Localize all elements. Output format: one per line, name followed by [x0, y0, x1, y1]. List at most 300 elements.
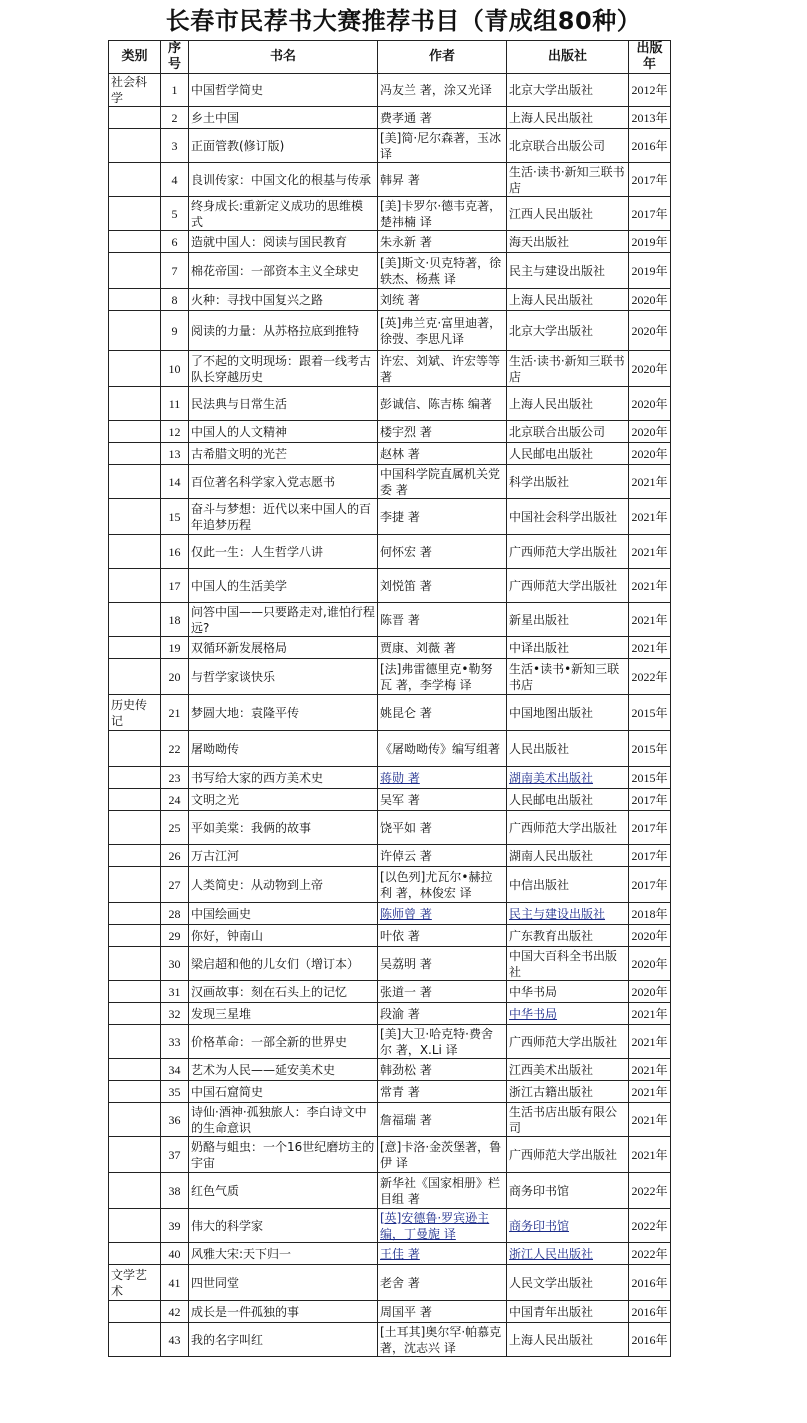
- author-cell: [法]弗雷德里克•勒努瓦 著，李学梅 译: [378, 659, 507, 695]
- title-cell: 中国哲学简史: [189, 74, 378, 107]
- author-cell: 中国科学院直属机关党委 著: [378, 465, 507, 499]
- category-cell: [109, 443, 161, 465]
- author-cell: 朱永新 著: [378, 231, 507, 253]
- title-cell: 仅此一生：人生哲学八讲: [189, 535, 378, 569]
- title-cell: 乡土中国: [189, 107, 378, 129]
- number-cell: 20: [161, 659, 189, 695]
- year-cell: 2015年: [629, 767, 671, 789]
- publisher-cell: 广东教育出版社: [507, 925, 629, 947]
- table-row: [109, 1025, 671, 1059]
- title-cell: 文明之光: [189, 789, 378, 811]
- title-cell: 问答中国——只要路走对,谁怕行程远?: [189, 603, 378, 637]
- table-row: [109, 1265, 671, 1301]
- publisher-cell: 民主与建设出版社: [507, 903, 629, 925]
- publisher-cell: 上海人民出版社: [507, 387, 629, 421]
- number-cell: 36: [161, 1103, 189, 1137]
- author-cell: 饶平如 著: [378, 811, 507, 845]
- author-cell: 陈师曾 著: [378, 903, 507, 925]
- author-cell: 蒋勋 著: [378, 767, 507, 789]
- title-cell: 百位著名科学家入党志愿书: [189, 465, 378, 499]
- number-cell: 5: [161, 197, 189, 231]
- publisher-cell: 中国大百科全书出版社: [507, 947, 629, 981]
- category-cell: [109, 387, 161, 421]
- publisher-cell: 广西师范大学出版社: [507, 811, 629, 845]
- year-cell: 2013年: [629, 107, 671, 129]
- year-cell: 2021年: [629, 1137, 671, 1173]
- publisher-cell: 江西美术出版社: [507, 1059, 629, 1081]
- header-number: 序号: [161, 41, 189, 74]
- page-title: 长春市民荐书大赛推荐书目（青成组80种）: [165, 7, 642, 35]
- year-cell: 2019年: [629, 253, 671, 289]
- category-cell: [109, 535, 161, 569]
- number-cell: 16: [161, 535, 189, 569]
- table-row: [109, 637, 671, 659]
- table-row: [109, 499, 671, 535]
- publisher-cell: 人民邮电出版社: [507, 789, 629, 811]
- category-cell: [109, 947, 161, 981]
- publisher-cell: 生活·读书·新知三联书店: [507, 163, 629, 197]
- category-cell: [109, 1081, 161, 1103]
- publisher-cell: 广西师范大学出版社: [507, 535, 629, 569]
- table-row: [109, 695, 671, 731]
- title-cell: 我的名字叫红: [189, 1323, 378, 1357]
- table-row: [109, 289, 671, 311]
- table-row: [109, 569, 671, 603]
- category-cell: [109, 867, 161, 903]
- publisher-cell: 中国社会科学出版社: [507, 499, 629, 535]
- year-cell: 2019年: [629, 231, 671, 253]
- year-cell: 2021年: [629, 465, 671, 499]
- publisher-cell: 海天出版社: [507, 231, 629, 253]
- table-row: [109, 107, 671, 129]
- year-cell: 2016年: [629, 1323, 671, 1357]
- author-cell: 张道一 著: [378, 981, 507, 1003]
- year-cell: 2022年: [629, 1173, 671, 1209]
- number-cell: 33: [161, 1025, 189, 1059]
- number-cell: 10: [161, 351, 189, 387]
- title-cell: 风雅大宋:天下归一: [189, 1243, 378, 1265]
- year-cell: 2017年: [629, 867, 671, 903]
- author-cell: 费孝通 著: [378, 107, 507, 129]
- author-cell: 《屠呦呦传》编写组著: [378, 731, 507, 767]
- author-cell: 吴军 著: [378, 789, 507, 811]
- number-cell: 14: [161, 465, 189, 499]
- category-cell: 社会科学: [109, 74, 161, 107]
- author-cell: [土耳其]奥尔罕·帕慕克 著，沈志兴 译: [378, 1323, 507, 1357]
- publisher-cell: 民主与建设出版社: [507, 253, 629, 289]
- table-row: [109, 789, 671, 811]
- author-cell: [美]卡罗尔·德韦克著，楚祎楠 译: [378, 197, 507, 231]
- table-row: [109, 129, 671, 163]
- year-cell: 2020年: [629, 289, 671, 311]
- table-row: [109, 903, 671, 925]
- category-cell: [109, 925, 161, 947]
- publisher-cell: 广西师范大学出版社: [507, 569, 629, 603]
- table-row: [109, 1209, 671, 1243]
- author-cell: 何怀宏 著: [378, 535, 507, 569]
- number-cell: 40: [161, 1243, 189, 1265]
- author-cell: [以色列]尤瓦尔•赫拉利 著，林俊宏 译: [378, 867, 507, 903]
- publisher-cell: 新星出版社: [507, 603, 629, 637]
- table-row: [109, 811, 671, 845]
- table-row: [109, 947, 671, 981]
- author-cell: 新华社《国家相册》栏目组 著: [378, 1173, 507, 1209]
- author-cell: 老舍 著: [378, 1265, 507, 1301]
- category-cell: [109, 1243, 161, 1265]
- author-cell: 许倬云 著: [378, 845, 507, 867]
- title-cell: 双循环新发展格局: [189, 637, 378, 659]
- publisher-cell: 浙江古籍出版社: [507, 1081, 629, 1103]
- publisher-cell: 人民邮电出版社: [507, 443, 629, 465]
- number-cell: 28: [161, 903, 189, 925]
- author-cell: 韩昇 著: [378, 163, 507, 197]
- category-cell: [109, 811, 161, 845]
- title-cell: 终身成长:重新定义成功的思维模式: [189, 197, 378, 231]
- author-cell: 李捷 著: [378, 499, 507, 535]
- publisher-cell: 广西师范大学出版社: [507, 1025, 629, 1059]
- title-cell: 书写给大家的西方美术史: [189, 767, 378, 789]
- category-cell: [109, 107, 161, 129]
- category-cell: [109, 637, 161, 659]
- category-cell: 历史传记: [109, 695, 161, 731]
- year-cell: 2017年: [629, 789, 671, 811]
- category-cell: [109, 845, 161, 867]
- year-cell: 2017年: [629, 811, 671, 845]
- category-cell: 文学艺术: [109, 1265, 161, 1301]
- number-cell: 11: [161, 387, 189, 421]
- author-cell: 吴荔明 著: [378, 947, 507, 981]
- category-cell: [109, 789, 161, 811]
- title-cell: 汉画故事：刻在石头上的记忆: [189, 981, 378, 1003]
- author-cell: 詹福瑞 著: [378, 1103, 507, 1137]
- publisher-cell: 北京联合出版公司: [507, 421, 629, 443]
- header-author: 作者: [378, 41, 507, 74]
- title-cell: 发现三星堆: [189, 1003, 378, 1025]
- category-cell: [109, 767, 161, 789]
- table-row: [109, 845, 671, 867]
- category-cell: [109, 659, 161, 695]
- author-cell: 楼宇烈 著: [378, 421, 507, 443]
- year-cell: 2021年: [629, 499, 671, 535]
- title-cell: 民法典与日常生活: [189, 387, 378, 421]
- number-cell: 25: [161, 811, 189, 845]
- title-cell: 诗仙·酒神·孤独旅人：李白诗文中的生命意识: [189, 1103, 378, 1137]
- category-cell: [109, 311, 161, 351]
- publisher-cell: 中国地图出版社: [507, 695, 629, 731]
- year-cell: 2022年: [629, 659, 671, 695]
- table-row: [109, 1059, 671, 1081]
- table-row: [109, 535, 671, 569]
- category-cell: [109, 197, 161, 231]
- title-cell: 梦圆大地：袁隆平传: [189, 695, 378, 731]
- title-cell: 成长是一件孤独的事: [189, 1301, 378, 1323]
- year-cell: 2020年: [629, 387, 671, 421]
- table-row: [109, 1003, 671, 1025]
- category-cell: [109, 1323, 161, 1357]
- table-row: [109, 163, 671, 197]
- publisher-cell: 北京大学出版社: [507, 311, 629, 351]
- table-row: [109, 443, 671, 465]
- title-cell: 价格革命：一部全新的世界史: [189, 1025, 378, 1059]
- publisher-cell: 中信出版社: [507, 867, 629, 903]
- title-cell: 了不起的文明现场：跟着一线考古队长穿越历史: [189, 351, 378, 387]
- category-cell: [109, 1003, 161, 1025]
- title-cell: 正面管教(修订版): [189, 129, 378, 163]
- number-cell: 26: [161, 845, 189, 867]
- number-cell: 2: [161, 107, 189, 129]
- table-row: [109, 421, 671, 443]
- author-cell: [美]斯文·贝克特著，徐轶杰、杨燕 译: [378, 253, 507, 289]
- category-cell: [109, 1173, 161, 1209]
- title-cell: 梁启超和他的儿女们（增订本）: [189, 947, 378, 981]
- category-cell: [109, 499, 161, 535]
- number-cell: 18: [161, 603, 189, 637]
- publisher-cell: 商务印书馆: [507, 1209, 629, 1243]
- header-category: 类别: [109, 41, 161, 74]
- table-row: [109, 1323, 671, 1357]
- category-cell: [109, 1025, 161, 1059]
- title-cell: 红色气质: [189, 1173, 378, 1209]
- title-cell: 中国石窟简史: [189, 1081, 378, 1103]
- year-cell: 2021年: [629, 637, 671, 659]
- year-cell: 2020年: [629, 981, 671, 1003]
- publisher-cell: 上海人民出版社: [507, 1323, 629, 1357]
- publisher-cell: 生活•读书•新知三联书店: [507, 659, 629, 695]
- number-cell: 7: [161, 253, 189, 289]
- table-row: [109, 311, 671, 351]
- number-cell: 23: [161, 767, 189, 789]
- number-cell: 34: [161, 1059, 189, 1081]
- year-cell: 2021年: [629, 1103, 671, 1137]
- number-cell: 24: [161, 789, 189, 811]
- number-cell: 35: [161, 1081, 189, 1103]
- publisher-cell: 中译出版社: [507, 637, 629, 659]
- year-cell: 2020年: [629, 947, 671, 981]
- year-cell: 2022年: [629, 1209, 671, 1243]
- category-cell: [109, 253, 161, 289]
- table-row: [109, 74, 671, 107]
- number-cell: 17: [161, 569, 189, 603]
- publisher-cell: 商务印书馆: [507, 1173, 629, 1209]
- table-row: [109, 1103, 671, 1137]
- table-body: [109, 74, 671, 1357]
- year-cell: 2020年: [629, 421, 671, 443]
- number-cell: 22: [161, 731, 189, 767]
- year-cell: 2016年: [629, 1265, 671, 1301]
- author-cell: [意]卡洛·金茨堡著，鲁伊 译: [378, 1137, 507, 1173]
- publisher-cell: 江西人民出版社: [507, 197, 629, 231]
- publisher-cell: 上海人民出版社: [507, 289, 629, 311]
- year-cell: 2020年: [629, 925, 671, 947]
- category-cell: [109, 163, 161, 197]
- title-cell: 古希腊文明的光芒: [189, 443, 378, 465]
- table-row: [109, 925, 671, 947]
- table-row: [109, 603, 671, 637]
- title-cell: 奋斗与梦想：近代以来中国人的百年追梦历程: [189, 499, 378, 535]
- title-cell: 万古江河: [189, 845, 378, 867]
- title-cell: 四世同堂: [189, 1265, 378, 1301]
- author-cell: 赵林 著: [378, 443, 507, 465]
- header-year: 出版年: [629, 41, 671, 74]
- number-cell: 4: [161, 163, 189, 197]
- author-cell: 刘悦笛 著: [378, 569, 507, 603]
- author-cell: 许宏、刘斌、许宏等等 著: [378, 351, 507, 387]
- category-cell: [109, 465, 161, 499]
- publisher-cell: 人民文学出版社: [507, 1265, 629, 1301]
- number-cell: 30: [161, 947, 189, 981]
- publisher-cell: 湖南美术出版社: [507, 767, 629, 789]
- year-cell: 2015年: [629, 695, 671, 731]
- year-cell: 2017年: [629, 163, 671, 197]
- number-cell: 31: [161, 981, 189, 1003]
- year-cell: 2021年: [629, 1025, 671, 1059]
- number-cell: 13: [161, 443, 189, 465]
- number-cell: 41: [161, 1265, 189, 1301]
- year-cell: 2021年: [629, 1059, 671, 1081]
- table-row: [109, 253, 671, 289]
- category-cell: [109, 289, 161, 311]
- table-row: [109, 981, 671, 1003]
- author-cell: 贾康、刘薇 著: [378, 637, 507, 659]
- number-cell: 6: [161, 231, 189, 253]
- table-row: [109, 731, 671, 767]
- category-cell: [109, 351, 161, 387]
- category-cell: [109, 1209, 161, 1243]
- year-cell: 2020年: [629, 311, 671, 351]
- number-cell: 37: [161, 1137, 189, 1173]
- book-list-table: [108, 40, 671, 1357]
- author-cell: 彭诚信、陈吉栋 编著: [378, 387, 507, 421]
- category-cell: [109, 603, 161, 637]
- author-cell: 叶依 著: [378, 925, 507, 947]
- author-cell: 韩劲松 著: [378, 1059, 507, 1081]
- publisher-cell: 生活·读书·新知三联书店: [507, 351, 629, 387]
- category-cell: [109, 421, 161, 443]
- category-cell: [109, 129, 161, 163]
- number-cell: 3: [161, 129, 189, 163]
- category-cell: [109, 731, 161, 767]
- year-cell: 2021年: [629, 535, 671, 569]
- publisher-cell: 生活书店出版有限公司: [507, 1103, 629, 1137]
- table-row: [109, 659, 671, 695]
- year-cell: 2021年: [629, 569, 671, 603]
- title-cell: 人类简史：从动物到上帝: [189, 867, 378, 903]
- publisher-cell: 浙江人民出版社: [507, 1243, 629, 1265]
- category-cell: [109, 1103, 161, 1137]
- publisher-cell: 中华书局: [507, 981, 629, 1003]
- table-row: [109, 231, 671, 253]
- category-cell: [109, 1301, 161, 1323]
- title-cell: 中国绘画史: [189, 903, 378, 925]
- author-cell: [英]安德鲁·罗宾逊主编，丁曼旎 译: [378, 1209, 507, 1243]
- year-cell: 2021年: [629, 1003, 671, 1025]
- year-cell: 2017年: [629, 845, 671, 867]
- author-cell: 常青 著: [378, 1081, 507, 1103]
- number-cell: 12: [161, 421, 189, 443]
- title-cell: 平如美棠：我俩的故事: [189, 811, 378, 845]
- table-row: [109, 465, 671, 499]
- year-cell: 2012年: [629, 74, 671, 107]
- year-cell: 2022年: [629, 1243, 671, 1265]
- number-cell: 19: [161, 637, 189, 659]
- author-cell: 陈晋 著: [378, 603, 507, 637]
- number-cell: 9: [161, 311, 189, 351]
- year-cell: 2016年: [629, 129, 671, 163]
- table-row: [109, 867, 671, 903]
- publisher-cell: 湖南人民出版社: [507, 845, 629, 867]
- title-cell: 中国人的人文精神: [189, 421, 378, 443]
- title-cell: 艺术为人民——延安美术史: [189, 1059, 378, 1081]
- year-cell: 2021年: [629, 1081, 671, 1103]
- author-cell: 段渝 著: [378, 1003, 507, 1025]
- title-cell: 屠呦呦传: [189, 731, 378, 767]
- number-cell: 21: [161, 695, 189, 731]
- title-cell: 与哲学家谈快乐: [189, 659, 378, 695]
- author-cell: [美]大卫·哈克特·费舍尔 著，X.Li 译: [378, 1025, 507, 1059]
- header-title: 书名: [189, 41, 378, 74]
- header-publisher: 出版社: [507, 41, 629, 74]
- author-cell: 周国平 著: [378, 1301, 507, 1323]
- number-cell: 39: [161, 1209, 189, 1243]
- title-cell: 伟大的科学家: [189, 1209, 378, 1243]
- year-cell: 2018年: [629, 903, 671, 925]
- number-cell: 15: [161, 499, 189, 535]
- category-cell: [109, 981, 161, 1003]
- title-cell: 阅读的力量：从苏格拉底到推特: [189, 311, 378, 351]
- category-cell: [109, 231, 161, 253]
- title-cell: 中国人的生活美学: [189, 569, 378, 603]
- author-cell: [美]简·尼尔森著，玉冰 译: [378, 129, 507, 163]
- number-cell: 38: [161, 1173, 189, 1209]
- author-cell: 刘统 著: [378, 289, 507, 311]
- category-cell: [109, 1137, 161, 1173]
- title-cell: 奶酪与蛆虫：一个16世纪磨坊主的宇宙: [189, 1137, 378, 1173]
- number-cell: 42: [161, 1301, 189, 1323]
- table-row: [109, 1301, 671, 1323]
- category-cell: [109, 1059, 161, 1081]
- year-cell: 2015年: [629, 731, 671, 767]
- year-cell: 2017年: [629, 197, 671, 231]
- table-row: [109, 1137, 671, 1173]
- author-cell: 姚昆仑 著: [378, 695, 507, 731]
- table-row: [109, 767, 671, 789]
- publisher-cell: 中华书局: [507, 1003, 629, 1025]
- author-cell: 冯友兰 著，涂又光译: [378, 74, 507, 107]
- number-cell: 27: [161, 867, 189, 903]
- number-cell: 1: [161, 74, 189, 107]
- title-cell: 你好，钟南山: [189, 925, 378, 947]
- title-cell: 良训传家：中国文化的根基与传承: [189, 163, 378, 197]
- number-cell: 32: [161, 1003, 189, 1025]
- table-header-row: [109, 41, 671, 74]
- publisher-cell: 北京联合出版公司: [507, 129, 629, 163]
- number-cell: 8: [161, 289, 189, 311]
- publisher-cell: 科学出版社: [507, 465, 629, 499]
- table-row: [109, 1173, 671, 1209]
- title-cell: 棉花帝国：一部资本主义全球史: [189, 253, 378, 289]
- table-row: [109, 197, 671, 231]
- author-cell: 王佳 著: [378, 1243, 507, 1265]
- table-row: [109, 351, 671, 387]
- table-row: [109, 387, 671, 421]
- author-cell: [英]弗兰克·富里迪著，徐弢、李思凡译: [378, 311, 507, 351]
- year-cell: 2020年: [629, 443, 671, 465]
- publisher-cell: 中国青年出版社: [507, 1301, 629, 1323]
- publisher-cell: 上海人民出版社: [507, 107, 629, 129]
- year-cell: 2021年: [629, 603, 671, 637]
- publisher-cell: 人民出版社: [507, 731, 629, 767]
- number-cell: 29: [161, 925, 189, 947]
